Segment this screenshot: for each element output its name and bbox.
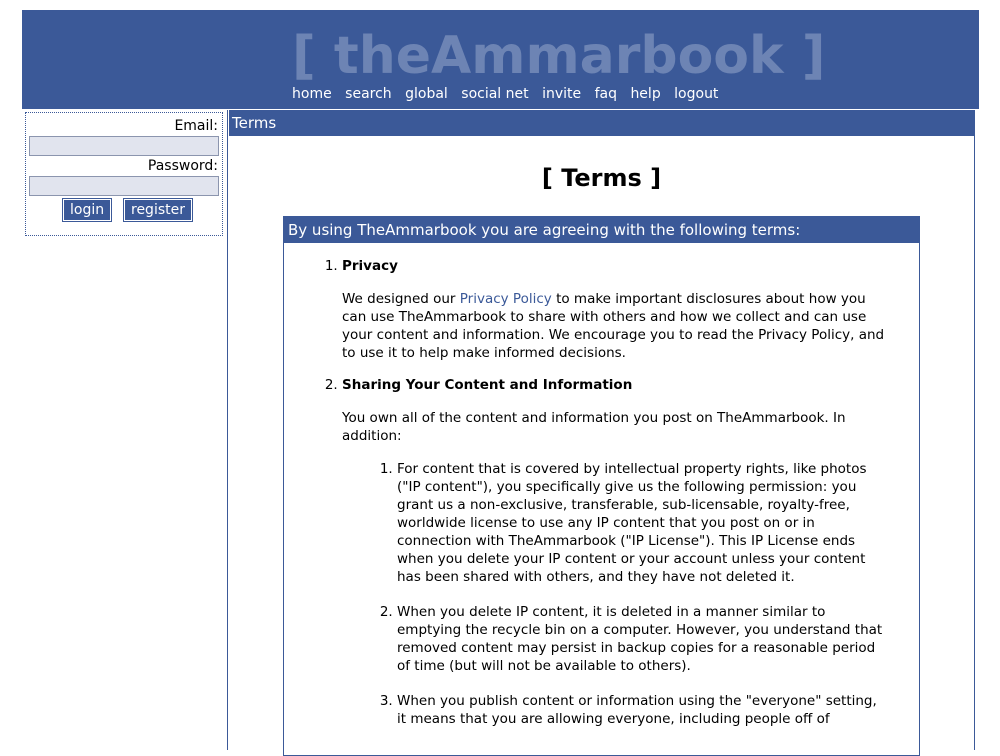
section-paragraph: You own all of the content and information you post on TheAmmarbook. In addition:: [342, 410, 846, 444]
nav-faq[interactable]: faq: [594, 86, 617, 102]
sublist-item: 2. When you delete IP content, it is deleted in a manner similar to emptying the recycle bin on a computer. However, you understand that removed content may persist in backup copies for a reasonable period of time (but will not be available to others).: [397, 603, 889, 675]
sublist-item: 1. For content that is covered by intellectual property rights, like photos ("IP content"), you specifically give us the following permission: you grant us a non-exclusive, transferable, sub-licensable, royalty-free, worldwide license to use any IP content that you post on or in connection with TheAmmarbook ("IP License"). This IP License ends when you delete your IP content or your account unless your content has been shared with others, and they have not deleted it.: [397, 460, 889, 586]
terms-section-sharing: [342, 376, 889, 728]
paragraph-text: to make important disclosures about how you can use TheAmmarbook to share with others and how we collect and can use your content and information. We encourage you to read the Privacy Policy, and to use it to help make informed decisions.: [342, 291, 885, 361]
password-input[interactable]: [29, 176, 219, 196]
terms-header: By using TheAmmarbook you are agreeing with the following terms:: [284, 217, 919, 243]
nav-help[interactable]: help: [630, 86, 661, 102]
sublist-item: 3. When you publish content or information using the "everyone" setting, it means that you are allowing everyone, including people off of: [397, 692, 889, 728]
password-label: Password:: [147, 158, 218, 174]
main-nav: [292, 86, 727, 108]
section-title: 1. Privacy: [342, 258, 398, 274]
left-sidebar: [22, 110, 228, 750]
nav-global[interactable]: global: [405, 86, 448, 102]
login-button[interactable]: login: [63, 199, 111, 221]
nav-invite[interactable]: invite: [542, 86, 582, 102]
section-title: 2. Sharing Your Content and Information: [342, 377, 633, 393]
page-title: [ Terms ]: [541, 164, 662, 192]
site-header: [22, 10, 979, 109]
register-button[interactable]: register: [124, 199, 192, 221]
terms-list: [312, 257, 889, 728]
privacy-policy-link[interactable]: Privacy Policy: [459, 291, 552, 307]
nav-search[interactable]: search: [345, 86, 392, 102]
content-header: Terms: [229, 110, 974, 136]
nav-home[interactable]: home: [292, 86, 332, 102]
sharing-sublist: [342, 460, 889, 728]
login-box: [25, 112, 223, 236]
email-label: Email:: [174, 118, 218, 134]
nav-logout[interactable]: logout: [674, 86, 719, 102]
section-paragraph: [342, 290, 889, 362]
nav-social-net[interactable]: social net: [461, 86, 529, 102]
paragraph-text: We designed our: [342, 291, 460, 307]
main-content: [229, 110, 975, 750]
terms-box: [283, 216, 920, 756]
email-input[interactable]: [29, 136, 219, 156]
terms-section-privacy: [342, 257, 889, 362]
terms-body: [284, 257, 919, 728]
site-logo[interactable]: [ theAmmarbook ]: [292, 26, 826, 86]
